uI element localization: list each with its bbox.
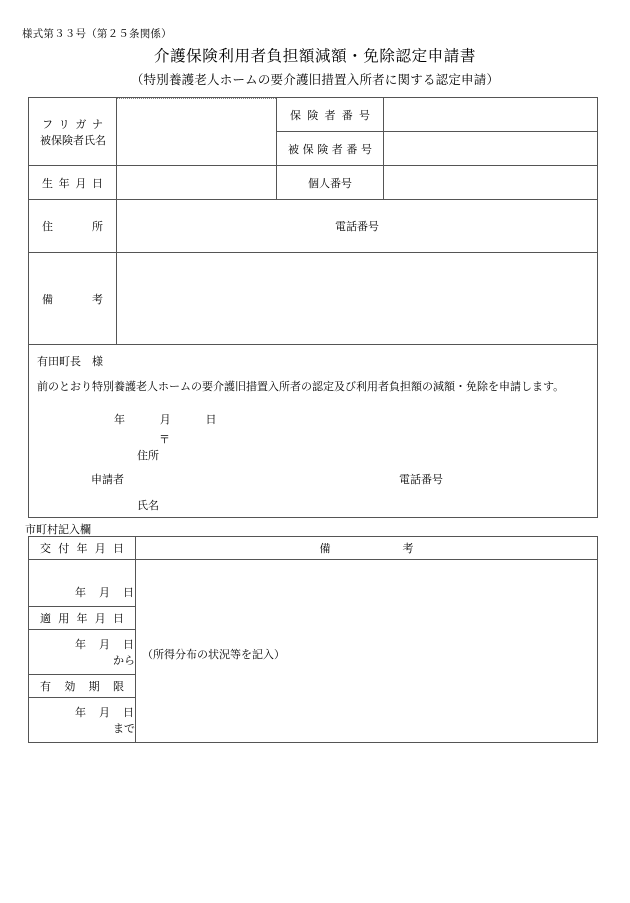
personal-number-label: 個人番号 bbox=[277, 166, 384, 200]
page-subtitle: （特別養護老人ホームの要介護旧措置入所者に関する認定申請） bbox=[130, 73, 500, 87]
address-telephone-input[interactable] bbox=[117, 200, 598, 253]
table-row-address bbox=[29, 200, 598, 253]
table-row-statement bbox=[29, 345, 598, 518]
validity-date-value: 年 月 日 bbox=[75, 707, 135, 720]
remarks-note-input[interactable] bbox=[136, 560, 598, 743]
address-label: 住 所 bbox=[42, 221, 103, 233]
statement-body: 前のとおり特別養護老人ホームの要介護旧措置入所者の認定及び利用者負担額の減額・免除を申請します。 bbox=[37, 381, 565, 393]
furigana-name-label-cell bbox=[29, 98, 117, 166]
insurer-number-input[interactable] bbox=[384, 98, 598, 132]
insured-number-label: 被 保 険 者 番 号 bbox=[288, 143, 372, 156]
applicant-table bbox=[28, 97, 598, 518]
insured-name-label: 被 保 険 者 氏 名 bbox=[40, 134, 106, 147]
validity-date-suffix: まで bbox=[113, 723, 135, 735]
statement-cell bbox=[29, 345, 598, 518]
apply-date-value: 年 月 日 bbox=[75, 639, 135, 652]
remarks-column-header bbox=[136, 537, 598, 560]
applicant-label: 申請者 bbox=[91, 474, 124, 486]
remarks-header-char-2: 考 bbox=[402, 543, 414, 555]
insurer-number-label-cell bbox=[277, 98, 384, 132]
insured-number-input[interactable] bbox=[384, 132, 598, 166]
statement-month-label: 月 bbox=[159, 414, 172, 426]
insurer-number-label: 保 険 者 番 号 bbox=[290, 109, 370, 122]
statement-year-label: 年 bbox=[114, 414, 126, 426]
issue-date-input[interactable] bbox=[29, 560, 136, 607]
apply-date-input[interactable] bbox=[29, 630, 136, 675]
table-row-remarks bbox=[29, 253, 598, 345]
statement-date-line[interactable] bbox=[114, 411, 218, 427]
municipal-row-issue-date bbox=[29, 560, 598, 607]
table-row-furigana bbox=[29, 98, 598, 132]
furigana-divider bbox=[117, 98, 276, 99]
statement-block bbox=[29, 345, 597, 517]
issue-date-label-cell bbox=[29, 537, 136, 560]
remarks-note-text: （所得分布の状況等を記入） bbox=[142, 648, 285, 661]
page-title: 介護保険利用者負担額減額・免除認定申請書 bbox=[153, 48, 476, 65]
form-number: 様式第３３号（第２５条関係） bbox=[22, 29, 172, 40]
apply-date-label-cell bbox=[29, 607, 136, 630]
validity-date-input[interactable] bbox=[29, 698, 136, 743]
address-label-cell bbox=[29, 200, 117, 253]
remarks-input[interactable] bbox=[117, 253, 598, 345]
remarks-label: 備 考 bbox=[42, 293, 103, 306]
municipal-header-row bbox=[29, 537, 598, 560]
insured-number-label-cell bbox=[277, 132, 384, 166]
postal-mark: 〒 bbox=[159, 434, 170, 446]
remarks-header-char-1: 備 bbox=[319, 543, 331, 555]
birthdate-input[interactable] bbox=[117, 166, 277, 200]
insured-name-input[interactable] bbox=[117, 98, 277, 166]
municipal-caption: 市町村記入欄 bbox=[25, 524, 91, 536]
personal-number-input[interactable] bbox=[384, 166, 598, 200]
applicant-address-label: 住所 bbox=[137, 450, 159, 462]
telephone-label: 電話番号 bbox=[335, 221, 379, 233]
furigana-label: フ リ ガ ナ bbox=[42, 118, 103, 131]
issue-date-value: 年 月 日 bbox=[75, 587, 135, 600]
addressee: 有田町長 様 bbox=[37, 356, 103, 368]
birthdate-label-cell bbox=[29, 166, 117, 200]
birthdate-label: 生 年 月 日 bbox=[42, 177, 103, 190]
applicant-telephone-label: 電話番号 bbox=[399, 474, 443, 486]
apply-date-label: 適 用 年 月 日 bbox=[40, 613, 124, 625]
apply-date-suffix: から bbox=[113, 655, 135, 667]
applicant-name-label: 氏名 bbox=[137, 500, 159, 512]
issue-date-label: 交 付 年 月 日 bbox=[40, 543, 124, 555]
remarks-label-cell bbox=[29, 253, 117, 345]
validity-label: 有 効 期 限 bbox=[40, 681, 124, 693]
statement-day-label: 日 bbox=[205, 414, 218, 426]
title-block bbox=[0, 44, 630, 88]
validity-label-cell bbox=[29, 675, 136, 698]
municipal-table bbox=[28, 536, 598, 743]
table-row-birthdate bbox=[29, 166, 598, 200]
